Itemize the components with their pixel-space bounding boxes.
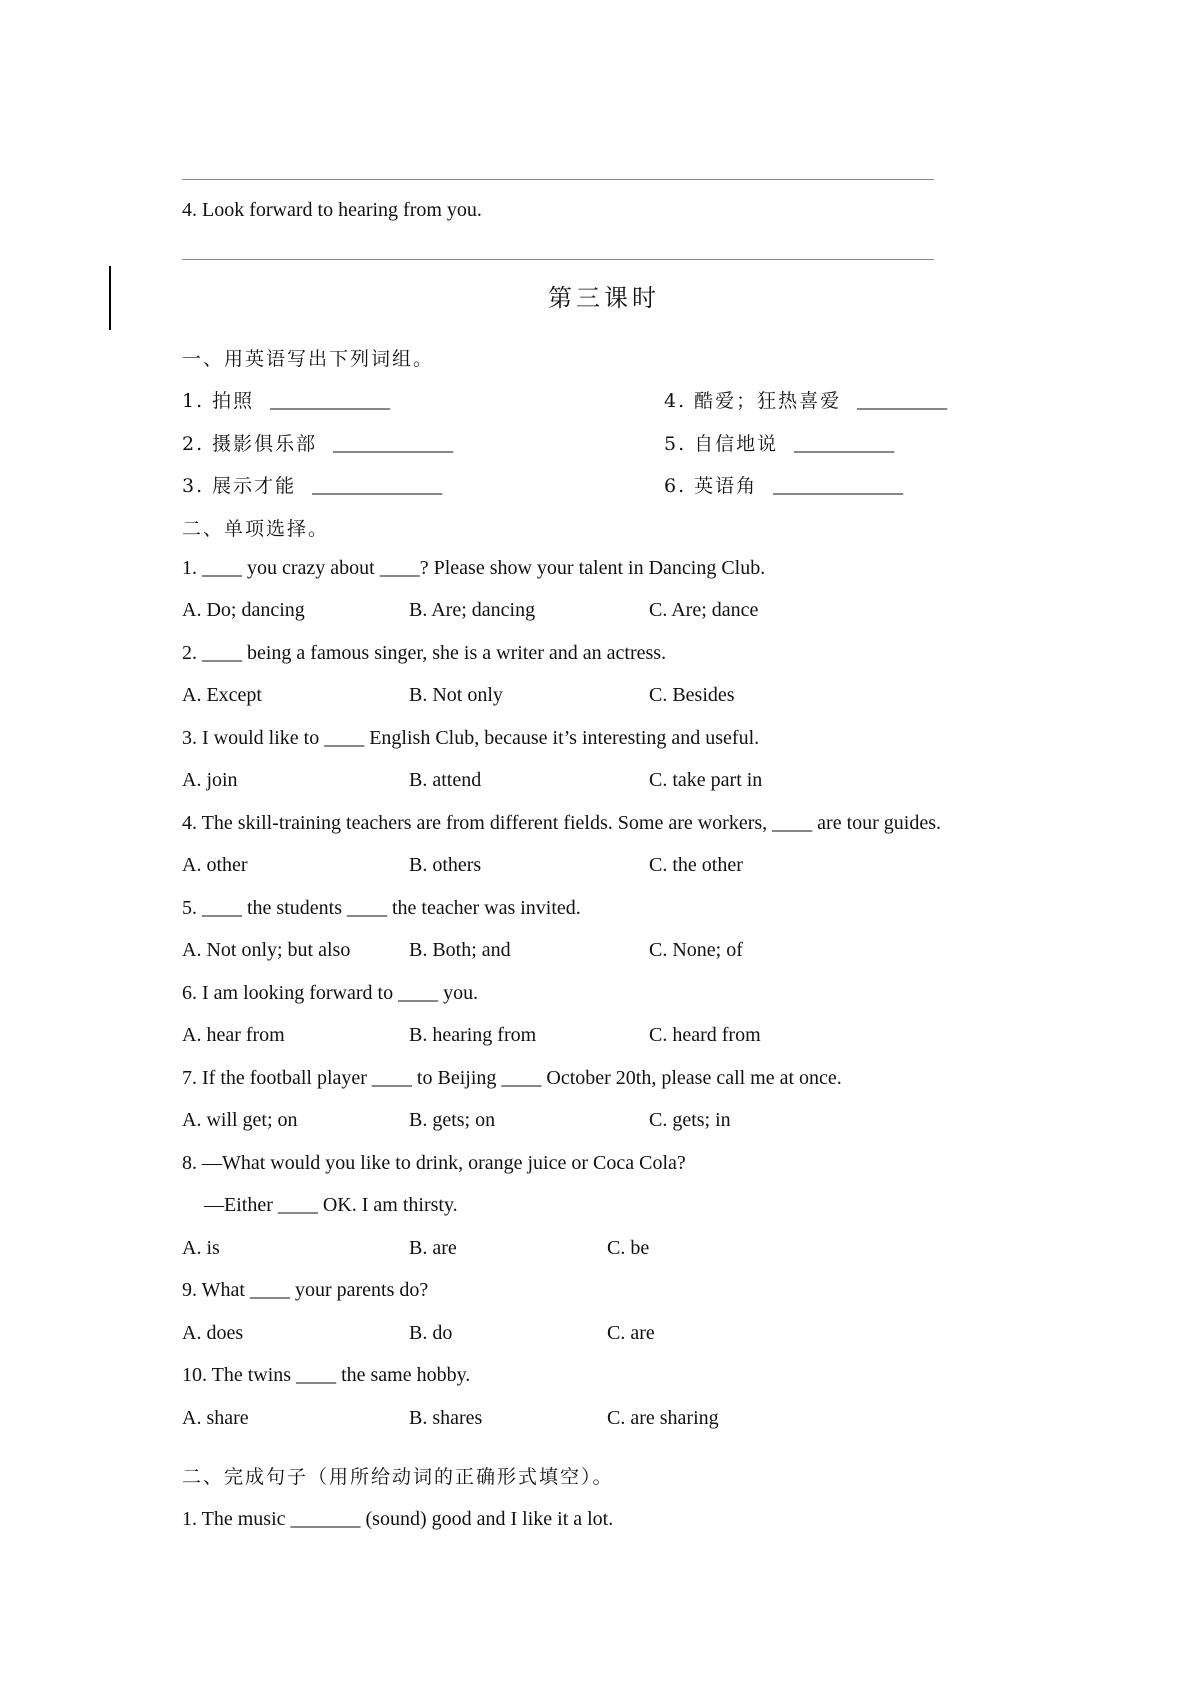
option-b[interactable]: B. do bbox=[409, 1322, 453, 1344]
phrase-item-1 bbox=[182, 386, 390, 413]
section-3-heading: 二、完成句子（用所给动词的正确形式填空）。 bbox=[182, 1466, 614, 1488]
option-a[interactable]: A. Do; dancing bbox=[182, 599, 305, 621]
option-c[interactable]: C. Are; dance bbox=[649, 599, 759, 621]
margin-bar bbox=[109, 266, 111, 330]
question-1: 1. ____ you crazy about ____? Please show your talent in Dancing Club. bbox=[182, 557, 766, 579]
option-a[interactable]: A. hear from bbox=[182, 1024, 285, 1046]
option-b[interactable]: B. others bbox=[409, 854, 482, 876]
phrase-item-2 bbox=[182, 429, 453, 456]
option-a[interactable]: A. join bbox=[182, 769, 238, 791]
section-2-heading: 二、单项选择。 bbox=[182, 518, 330, 540]
option-b[interactable]: B. Both; and bbox=[409, 939, 511, 961]
item-4: 4. Look forward to hearing from you. bbox=[182, 199, 482, 221]
question-3: 3. I would like to ____ English Club, because it’s interesting and useful. bbox=[182, 727, 760, 749]
phrase-blank[interactable]: ____________ bbox=[270, 390, 391, 412]
answer-line bbox=[182, 259, 934, 260]
question-9: 9. What ____ your parents do? bbox=[182, 1279, 429, 1301]
phrase-item-5 bbox=[664, 429, 894, 456]
question-5: 5. ____ the students ____ the teacher was invited. bbox=[182, 897, 581, 919]
phrase-label: 1. 拍照 bbox=[182, 390, 255, 412]
phrase-blank[interactable]: __________ bbox=[794, 433, 895, 455]
question-7: 7. If the football player ____ to Beijing ____ October 20th, please call me at once. bbox=[182, 1067, 842, 1089]
question-6: 6. I am looking forward to ____ you. bbox=[182, 982, 479, 1004]
option-b[interactable]: B. shares bbox=[409, 1407, 483, 1429]
phrase-item-3 bbox=[182, 471, 442, 498]
phrase-blank[interactable]: _________ bbox=[857, 390, 948, 412]
option-b[interactable]: B. attend bbox=[409, 769, 482, 791]
option-a[interactable]: A. is bbox=[182, 1237, 220, 1259]
option-c[interactable]: C. heard from bbox=[649, 1024, 761, 1046]
option-c[interactable]: C. take part in bbox=[649, 769, 763, 791]
option-c[interactable]: C. gets; in bbox=[649, 1109, 731, 1131]
answer-line bbox=[182, 179, 934, 180]
question-10: 10. The twins ____ the same hobby. bbox=[182, 1364, 471, 1386]
option-c[interactable]: C. Besides bbox=[649, 684, 735, 706]
phrase-blank[interactable]: _____________ bbox=[773, 475, 904, 497]
option-b[interactable]: B. are bbox=[409, 1237, 457, 1259]
sentence-1: 1. The music _______ (sound) good and I like it a lot. bbox=[182, 1508, 614, 1530]
option-b[interactable]: B. Not only bbox=[409, 684, 503, 706]
question-2: 2. ____ being a famous singer, she is a writer and an actress. bbox=[182, 642, 667, 664]
phrase-blank[interactable]: _____________ bbox=[312, 475, 443, 497]
option-c[interactable]: C. are bbox=[607, 1322, 655, 1344]
option-c[interactable]: C. the other bbox=[649, 854, 743, 876]
question-8: 8. —What would you like to drink, orange juice or Coca Cola? bbox=[182, 1152, 686, 1174]
section-1-heading: 一、用英语写出下列词组。 bbox=[182, 348, 435, 370]
phrase-label: 2. 摄影俱乐部 bbox=[182, 433, 318, 455]
option-c[interactable]: C. are sharing bbox=[607, 1407, 719, 1429]
option-a[interactable]: A. will get; on bbox=[182, 1109, 298, 1131]
phrase-label: 6. 英语角 bbox=[664, 475, 758, 497]
phrase-blank[interactable]: ____________ bbox=[333, 433, 454, 455]
option-a[interactable]: A. Not only; but also bbox=[182, 939, 351, 961]
option-a[interactable]: A. does bbox=[182, 1322, 244, 1344]
option-c[interactable]: C. None; of bbox=[649, 939, 743, 961]
option-b[interactable]: B. hearing from bbox=[409, 1024, 537, 1046]
option-a[interactable]: A. share bbox=[182, 1407, 249, 1429]
lesson-title: 第三课时 bbox=[548, 284, 660, 312]
option-b[interactable]: B. Are; dancing bbox=[409, 599, 536, 621]
question-8-reply: —Either ____ OK. I am thirsty. bbox=[204, 1194, 458, 1216]
phrase-item-6 bbox=[664, 471, 903, 498]
option-a[interactable]: A. other bbox=[182, 854, 248, 876]
phrase-label: 4. 酷爱；狂热喜爱 bbox=[664, 390, 842, 412]
question-4: 4. The skill-training teachers are from different fields. Some are workers, ____ are tour guides. bbox=[182, 812, 942, 834]
phrase-label: 5. 自信地说 bbox=[664, 433, 779, 455]
option-b[interactable]: B. gets; on bbox=[409, 1109, 496, 1131]
phrase-item-4 bbox=[664, 386, 947, 413]
option-a[interactable]: A. Except bbox=[182, 684, 262, 706]
phrase-label: 3. 展示才能 bbox=[182, 475, 297, 497]
option-c[interactable]: C. be bbox=[607, 1237, 650, 1259]
